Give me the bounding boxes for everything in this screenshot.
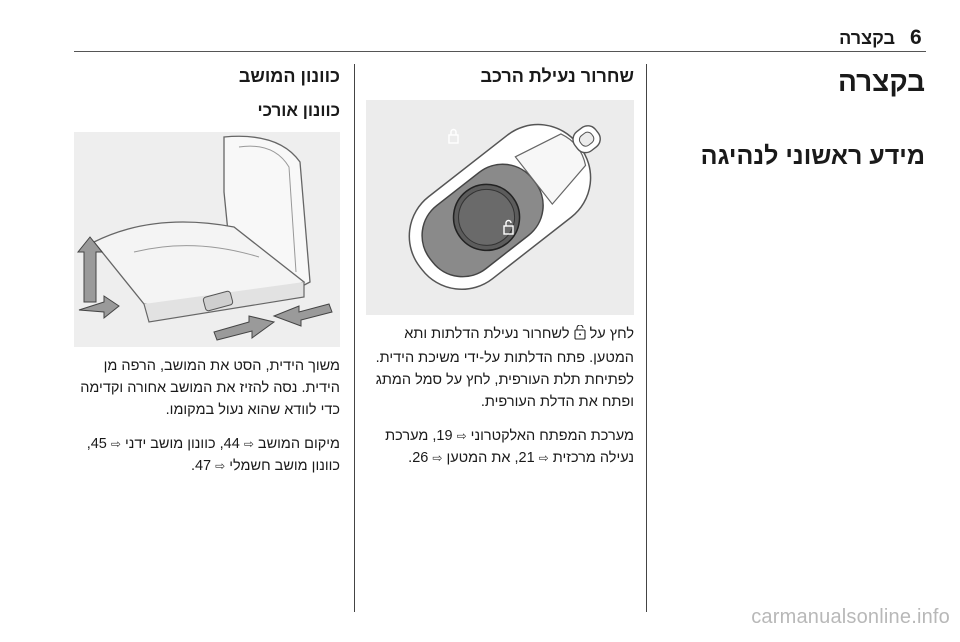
page-ref-arrow-icon: ⇨: [538, 451, 549, 465]
section-title: מידע ראשוני לנהיגה: [700, 142, 925, 170]
chapter-title: בקצרה: [838, 66, 925, 97]
page-ref-link[interactable]: 47: [194, 458, 212, 474]
right-column: [655, 64, 925, 172]
left-column: [74, 64, 340, 489]
seat-body: [74, 355, 340, 477]
seat-paragraph: משוך הידית, הסט את המושב, הרפה מן הידית. נסה להזיז את המושב אחורה וקדימה כדי לוודא שהוא נעול במקומו.: [80, 358, 340, 418]
column-divider: [354, 64, 355, 612]
page-ref-arrow-icon: ⇨: [110, 437, 121, 451]
page-ref-arrow-icon: ⇨: [215, 459, 226, 473]
unlock-padlock-icon: [574, 325, 586, 347]
page-ref-link[interactable]: 19: [436, 428, 453, 444]
unlocking-heading: שחרור נעילת הרכב: [480, 66, 634, 86]
running-title: בקצרה: [839, 28, 895, 48]
column-divider: [646, 64, 647, 612]
page-ref-link[interactable]: 45: [90, 436, 107, 452]
unlocking-body: [366, 323, 634, 469]
longitudinal-adjustment-subheading: כוונון אורכי: [257, 101, 340, 120]
seat-illustration: [74, 132, 340, 347]
seat-adjustment-heading: כוונון המושב: [238, 66, 340, 86]
page-number: 6: [910, 26, 922, 49]
page-ref-arrow-icon: ⇨: [456, 429, 467, 443]
seat-drawing: [74, 132, 340, 347]
header-rule: [74, 51, 926, 52]
page-ref-arrow-icon: ⇨: [432, 451, 443, 465]
middle-column: [366, 64, 634, 481]
key-fob-illustration: [366, 100, 634, 315]
watermark: carmanualsonline.info: [751, 606, 950, 628]
page-ref-link[interactable]: 44: [223, 436, 240, 452]
page-ref-link[interactable]: 21: [518, 450, 535, 466]
key-fob-drawing: [366, 100, 634, 315]
cross-reference-paragraph: מערכת המפתח האלקטרוני ⇨ 19, מערכת נעילה מרכזית ⇨ 21, את המטען ⇨ 26.: [385, 428, 634, 466]
seat-cross-reference: מיקום המושב ⇨ 44, כוונון מושב ידני ⇨ 45, כוונון מושב חשמלי ⇨ 47.: [86, 436, 340, 474]
unlocking-paragraph: לחץ על לשחרור נעילת הדלתות ותא המטען. פתח הדלתות על-ידי משיכת הידית. לפתיחת תלת העורפית, לחץ על סמל המתג ופתח את הדלת העורפית.: [375, 326, 634, 410]
page-ref-arrow-icon: ⇨: [243, 437, 254, 451]
page-ref-link[interactable]: 26: [412, 450, 429, 466]
page-header: [0, 0, 960, 52]
